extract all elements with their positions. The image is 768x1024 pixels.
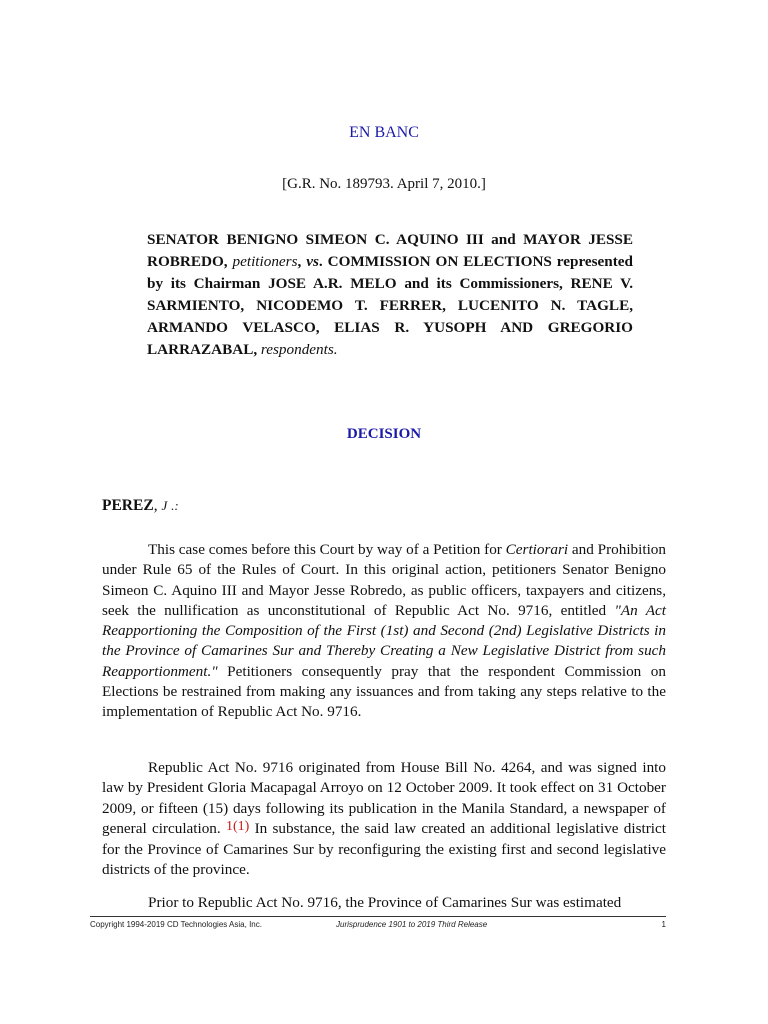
p1-text-c: Petitioners consequently pray that the respondent Commission on Elections be restrained from making any issuances and from taking any steps relative to the implementation of Republic Act No. 9716. [102,662,666,721]
p2-text-a: Republic Act No. 9716 originated from House Bill No. 4264, and was signed into law by President Gloria Macapagal Arroyo on 12 October 2009. It took effect on 31 October 2009, or fifteen (15) days following its publication in the Manila Standard, a newspaper of general circulation. [102,759,666,837]
body-paragraph-2 [102,758,666,881]
case-parties: SENATOR BENIGNO SIMEON C. AQUINO III and MAYOR JESSE ROBREDO, petitioners, vs. COMMISSION ON ELECTIONS represented by its Chairman JOSE A.R. MELO and its Commissioners, RENE V. SARMIENTO, NICODEMO T. FERRER, LUCENITO N. TAGLE, ARMANDO VELASCO, ELIAS R. YUSOPH AND GREGORIO LARRAZABAL, respondents. [147,231,633,358]
decision-heading: DECISION [346,426,422,442]
p1-text-a: This case comes before this Court by way of a Petition for [148,541,506,558]
p1-act-title: "An Act Reapportioning the Composition of the First (1st) and Second (2nd) Legislative Districts in the Province of Camarines Sur and Thereby Creating a New Legislative District from such Reapportionment." [102,601,666,680]
footer-release: Jurisprudence 1901 to 2019 Third Release [336,920,488,929]
judge-name: PEREZ [102,497,154,514]
petitioners-names: SENATOR BENIGNO SIMEON C. AQUINO III and MAYOR JESSE ROBREDO [147,231,633,270]
p1-certiorari: Certiorari [505,541,569,558]
footer-page-number: 1 [661,920,666,929]
footnote-link[interactable]: 1(1) [225,818,250,834]
petitioners-label: petitioners [232,253,298,270]
p1-text-b: and Prohibition under Rule 65 of the Rules of Court. In this original action, petitioners Senator Benigno Simeon C. Aquino III and Mayor Jesse Robredo, as public officers, taxpayers and citizens, seek the nullification as unconstitutional of Republic Act No. 9716, entitled [102,541,666,619]
p2-text-b: In substance, the said law created an additional legislative district for the Province of Camarines Sur by reconfiguring the existing first and second legislative districts of the province. [102,819,666,879]
body-paragraph-1 [102,540,666,723]
body-paragraph-3: Prior to Republic Act No. 9716, the Province of Camarines Sur was estimated [148,894,622,911]
judge-title: J [161,498,168,513]
respondents-names: COMMISSION ON ELECTIONS represented by its Chairman JOSE A.R. MELO and its Commissioners, RENE V. SARMIENTO, NICODEMO T. FERRER, LUCENITO N. TAGLE, ARMANDO VELASCO, ELIAS R. YUSOPH AND GREGORIO LARRAZABAL [147,253,633,358]
ponente-line: PEREZ, J .: [102,497,179,514]
division-heading: EN BANC [349,124,419,141]
footer-divider [90,916,666,917]
footer-copyright: Copyright 1994-2019 CD Technologies Asia, Inc. [90,920,262,929]
case-reference: [G.R. No. 189793. April 7, 2010.] [282,176,486,192]
respondents-label: respondents [260,341,334,358]
versus-label: vs [306,253,319,270]
